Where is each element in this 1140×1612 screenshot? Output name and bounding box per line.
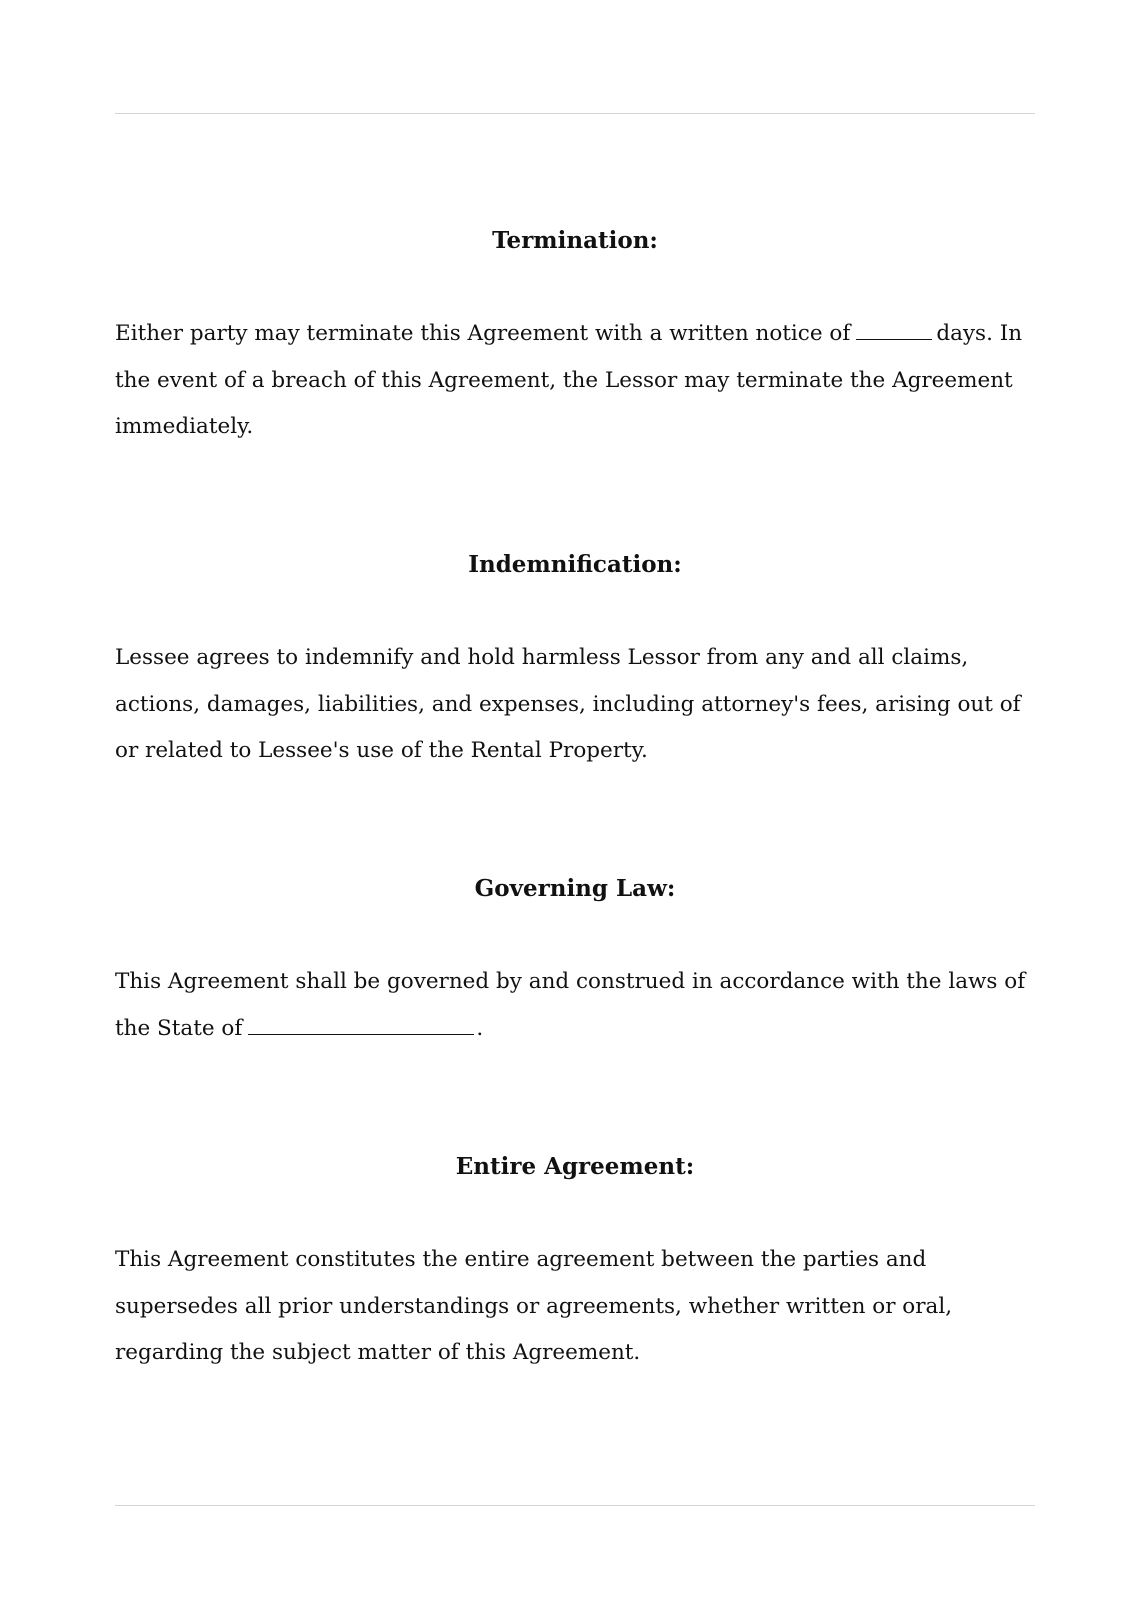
indemnification-heading: Indemnification: [468, 551, 682, 578]
entire-agreement-clause: This Agreement constitutes the entire agreement between the parties and supersedes all prior understandings or agreements, whether written or oral, regarding the subject matter of this Agreement. [115, 1247, 953, 1365]
entire-agreement-heading: Entire Agreement: [455, 1153, 695, 1180]
termination-clause [115, 311, 1035, 451]
termination-heading: Termination: [492, 227, 658, 254]
termination-text-after: days. In the event of a breach of this Agreement, the Lessor may terminate the Agreement immediately. [115, 321, 1023, 439]
footer-divider [115, 1505, 1035, 1506]
state-blank [248, 1016, 474, 1035]
governing-law-clause [115, 959, 1035, 1052]
header-divider [115, 113, 1035, 114]
indemnification-clause: Lessee agrees to indemnify and hold harmless Lessor from any and all claims, actions, damages, liabilities, and expenses, including attorney's fees, arising out of or related to Lessee's use of the Rental Property. [115, 645, 1021, 763]
governing-law-text-before: This Agreement shall be governed by and construed in accordance with the laws of the State of [115, 969, 1026, 1041]
governing-law-text-after: . [476, 1015, 484, 1041]
governing-law-heading: Governing Law: [474, 875, 676, 902]
notice-days-blank [856, 321, 932, 340]
termination-text-before: Either party may terminate this Agreement with a written notice of [115, 321, 851, 346]
